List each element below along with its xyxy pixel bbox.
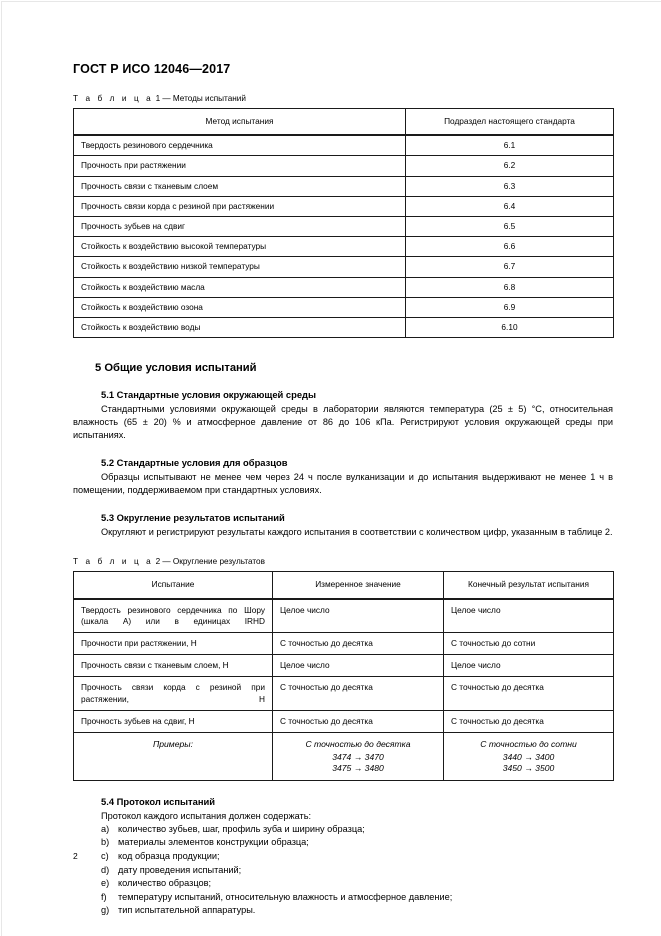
section-5-2-heading: 5.2 Стандартные условия для образцов bbox=[101, 457, 288, 469]
list-item bbox=[73, 850, 613, 864]
section-5-2-body: Образцы испытывают не менее чем через 24 ч после вулканизации и до испытания выдерживают не менее 1 ч в помещении, поддерживаемом при стандартных условиях. bbox=[73, 472, 613, 496]
examples-hundreds bbox=[444, 732, 614, 780]
table1-cell-clause: 6.6 bbox=[406, 237, 614, 257]
table2-cell-measured: С точностью до десятка bbox=[273, 677, 444, 710]
examples-tens-line: 3474 → 3470 bbox=[332, 751, 384, 762]
section-5-3-heading: 5.3 Округление результатов испытаний bbox=[101, 512, 285, 524]
table-row bbox=[74, 257, 614, 277]
list-marker: e) bbox=[101, 878, 110, 889]
section-5-1-heading: 5.1 Стандартные условия окружающей среды bbox=[101, 389, 317, 401]
list-text: количество зубьев, шаг, профиль зуба и ширину образца; bbox=[118, 823, 365, 834]
list-marker: f) bbox=[101, 891, 107, 902]
table-row bbox=[74, 599, 614, 633]
table1-header-row bbox=[74, 109, 614, 136]
table2-cell-measured: Целое число bbox=[273, 655, 444, 677]
table1-cell-method: Стойкость к воздействию воды bbox=[74, 317, 406, 337]
list-text: тип испытательной аппаратуры. bbox=[118, 905, 256, 916]
table1-cell-clause: 6.2 bbox=[406, 156, 614, 176]
list-text: количество образцов; bbox=[118, 878, 212, 889]
examples-tens-line: 3475 → 3480 bbox=[332, 763, 384, 774]
table2-examples-row bbox=[74, 732, 614, 780]
table2-cell-measured: Целое число bbox=[273, 599, 444, 633]
list-item bbox=[73, 877, 613, 891]
table-row bbox=[74, 710, 614, 732]
examples-hundreds-line: 3440 → 3400 bbox=[502, 751, 555, 762]
table2-caption-text: — Округление результатов bbox=[162, 557, 265, 567]
table2-header-final: Конечный результат испытания bbox=[444, 572, 614, 599]
list-text: материалы элементов конструкции образца; bbox=[118, 837, 309, 848]
list-marker: c) bbox=[101, 851, 109, 861]
table2-cell-measured: С точностью до десятка bbox=[273, 710, 444, 732]
table-row bbox=[74, 633, 614, 655]
table1-cell-clause: 6.10 bbox=[406, 317, 614, 337]
table2-cell-final: Целое число bbox=[444, 599, 614, 633]
table2-cell-test: Прочность связи с тканевым слоем, Н bbox=[74, 655, 273, 677]
table1-caption-number: 1 bbox=[155, 94, 161, 103]
table1-cell-method: Стойкость к воздействию низкой температуры bbox=[74, 257, 406, 277]
table2-header-test: Испытание bbox=[74, 572, 273, 599]
rounding-results-table bbox=[73, 571, 614, 780]
table-row bbox=[74, 297, 614, 317]
table1-cell-clause: 6.3 bbox=[406, 176, 614, 196]
examples-tens bbox=[273, 732, 444, 780]
table-row bbox=[74, 677, 614, 710]
table1-cell-clause: 6.4 bbox=[406, 196, 614, 216]
table2-cell-final: С точностью до десятка bbox=[444, 677, 614, 710]
table2-caption-prefix: Т а б л и ц а bbox=[73, 557, 154, 567]
section-5-heading: 5 Общие условия испытаний bbox=[95, 362, 257, 375]
table1-caption-prefix: Т а б л и ц а bbox=[73, 94, 154, 103]
table1-body bbox=[74, 135, 614, 337]
list-marker: g) bbox=[101, 905, 110, 916]
table2-cell-final: Целое число bbox=[444, 655, 614, 677]
table-row bbox=[74, 317, 614, 337]
examples-tens-head: С точностью до десятка bbox=[305, 738, 411, 749]
table2-cell-test: Прочности при растяжении, Н bbox=[74, 633, 273, 655]
table1-caption bbox=[73, 94, 613, 103]
document-title: ГОСТ Р ИСО 12046—2017 bbox=[73, 62, 231, 76]
page-number: 2 bbox=[73, 851, 78, 861]
list-item bbox=[73, 904, 613, 918]
table1-cell-clause: 6.8 bbox=[406, 277, 614, 297]
table2-cell-final: С точностью до сотни bbox=[444, 633, 614, 655]
table1-cell-clause: 6.5 bbox=[406, 216, 614, 236]
examples-label: Примеры: bbox=[74, 732, 273, 780]
table-row bbox=[74, 135, 614, 156]
list-text: температуру испытаний, относительную влажность и атмосферное давление; bbox=[118, 891, 453, 902]
table-row bbox=[74, 156, 614, 176]
section-5-4-lead: Протокол каждого испытания должен содержать: bbox=[101, 810, 312, 821]
table1-cell-method: Стойкость к воздействию озона bbox=[74, 297, 406, 317]
test-methods-table bbox=[73, 108, 614, 338]
table-row bbox=[74, 277, 614, 297]
protocol-list bbox=[73, 823, 613, 918]
table1-cell-clause: 6.9 bbox=[406, 297, 614, 317]
list-item bbox=[73, 864, 613, 878]
table2-cell-test: Твердость резинового сердечника по Шору (шкала А) или в единицах IRHD bbox=[74, 599, 273, 633]
examples-hundreds-head: С точностью до сотни bbox=[480, 738, 577, 749]
table1-header-clause: Подраздел настоящего стандарта bbox=[406, 109, 614, 136]
table1-cell-method: Прочность при растяжении bbox=[74, 156, 406, 176]
table1-cell-method: Стойкость к воздействию высокой температуры bbox=[74, 237, 406, 257]
page-content bbox=[73, 0, 613, 918]
table1-cell-method: Твердость резинового сердечника bbox=[74, 135, 406, 156]
list-text: код образца продукции; bbox=[118, 851, 220, 861]
table-row bbox=[74, 237, 614, 257]
table2-caption bbox=[73, 557, 613, 566]
list-item bbox=[73, 891, 613, 905]
table1-header-method: Метод испытания bbox=[74, 109, 406, 136]
list-item bbox=[73, 836, 613, 850]
table1-cell-method: Стойкость к воздействию масла bbox=[74, 277, 406, 297]
table1-cell-clause: 6.7 bbox=[406, 257, 614, 277]
table2-cell-test: Прочность связи корда с резиной при растяжении, Н bbox=[74, 677, 273, 710]
table2-body bbox=[74, 599, 614, 781]
table2-cell-measured: С точностью до десятка bbox=[273, 633, 444, 655]
table1-cell-clause: 6.1 bbox=[406, 135, 614, 156]
table-row bbox=[74, 216, 614, 236]
list-marker: a) bbox=[101, 823, 110, 834]
table2-header-row bbox=[74, 572, 614, 599]
list-marker: d) bbox=[101, 864, 110, 875]
table1-cell-method: Прочность связи корда с резиной при растяжении bbox=[74, 196, 406, 216]
list-marker: b) bbox=[101, 837, 110, 848]
table1-cell-method: Прочность зубьев на сдвиг bbox=[74, 216, 406, 236]
table-row bbox=[74, 196, 614, 216]
section-5-3-body: Округляют и регистрируют результаты каждого испытания в соответствии с количеством цифр, указанным в таблице 2. bbox=[101, 527, 613, 538]
table2-cell-final: С точностью до десятка bbox=[444, 710, 614, 732]
table-row bbox=[74, 176, 614, 196]
table2-caption-number: 2 bbox=[155, 557, 161, 567]
table1-cell-method: Прочность связи с тканевым слоем bbox=[74, 176, 406, 196]
table-row bbox=[74, 655, 614, 677]
list-text: дату проведения испытаний; bbox=[118, 864, 242, 875]
list-item bbox=[73, 823, 613, 837]
table2-header-measured: Измеренное значение bbox=[273, 572, 444, 599]
section-5-1-body: Стандартными условиями окружающей среды в лаборатории являются температура (25 ± 5) °С, относительная влажность (65 ± 20) % и атмосферное давление от 86 до 106 кПа. Регистрируют условия окружающей среды при испытаниях. bbox=[73, 404, 613, 441]
examples-hundreds-line: 3450 → 3500 bbox=[502, 763, 555, 774]
table1-caption-text: — Методы испытаний bbox=[162, 94, 246, 103]
section-5-4-heading: 5.4 Протокол испытаний bbox=[101, 795, 216, 807]
table2-cell-test: Прочность зубьев на сдвиг, Н bbox=[74, 710, 273, 732]
